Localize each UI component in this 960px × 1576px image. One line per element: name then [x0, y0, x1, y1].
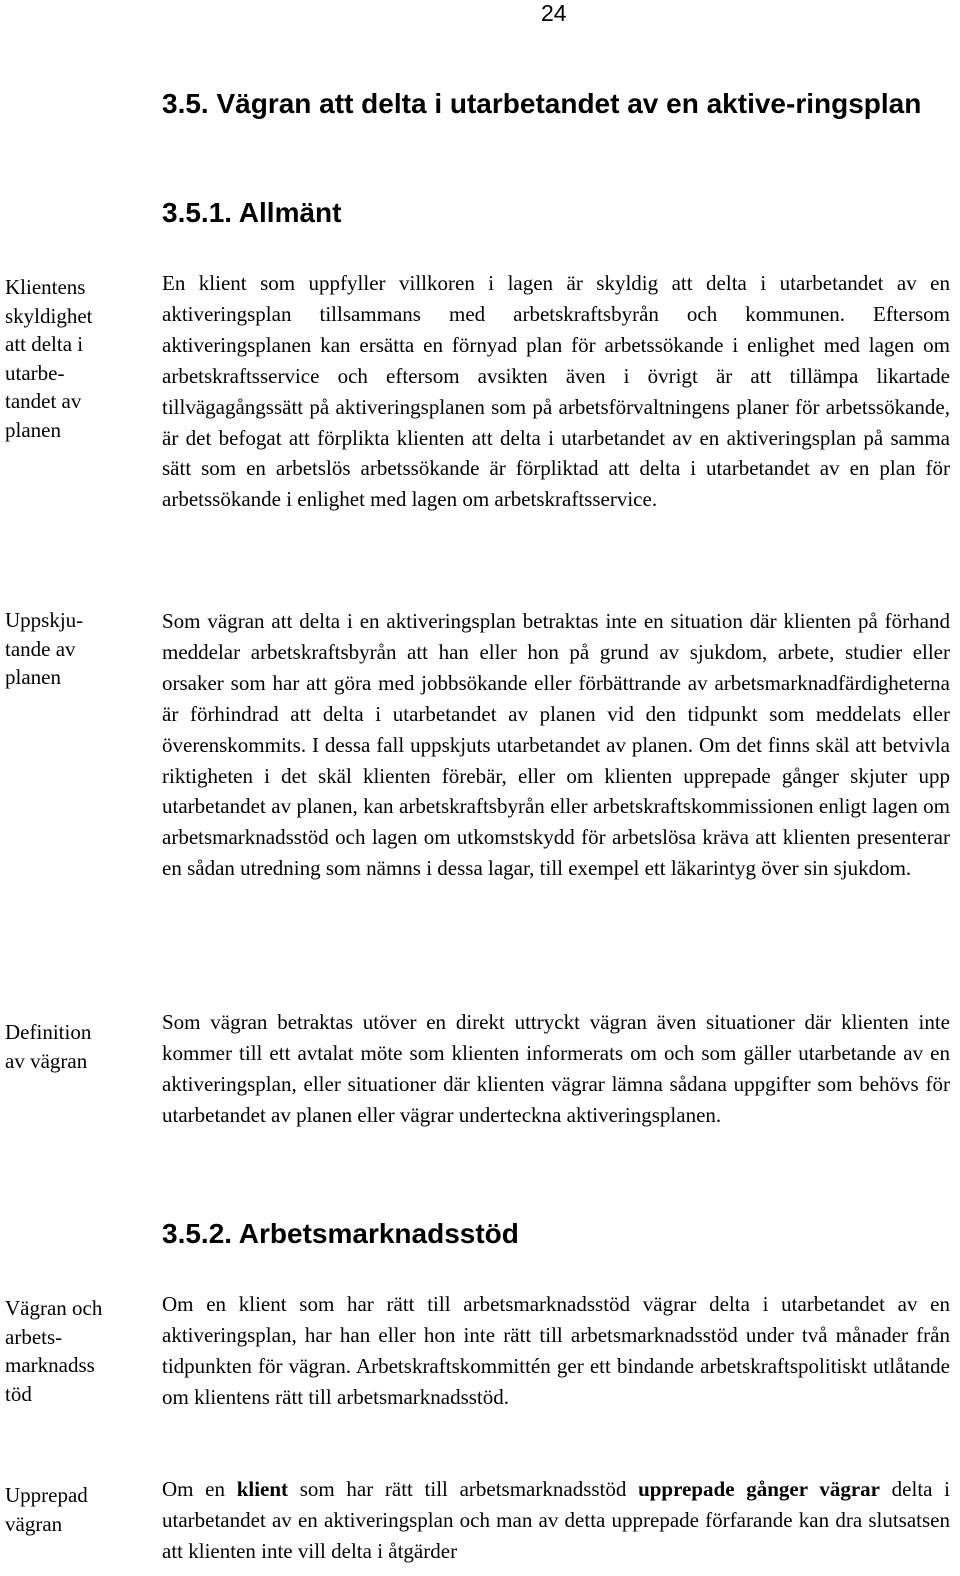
margin-note-postponement: Uppskju- tande av planen: [5, 608, 84, 689]
paragraph-refusal-labour-support: Om en klient som har rätt till arbetsmarknadsstöd vägrar delta i utarbetandet av en aktiveringsplan, har han eller hon inte rätt till arbetsmarknadsstöd under två månader från tidpunkten för vägran. Arbetskraftskommittén ger ett bindande arbetskraftspolitiskt utlåtande om klientens rätt till arbetsmarknadsstöd.: [162, 1292, 950, 1409]
paragraph-postponement: Som vägran att delta i en aktiveringsplan betraktas inte en situation där klienten på förhand meddelar arbetskraftsbyrån att han eller hon på grund av sjukdom, arbete, studier eller orsaker som har att göra med jobbsökande eller förbättrande av arbetsmarknadfärdigheterna är förhindrad att delta i utarbetandet av planen vid den tidpunkt som meddelats eller överenskommits. I dessa fall uppskjuts utarbetandet av planen. Om det finns skäl att betvivla riktigheten i det skäl klienten förebär, eller om klienten upprepade gånger skjuter upp utarbetandet av planen, kan arbetskraftsbyrån eller arbetskraftskommissionen enligt lagen om arbetsmarknadsstöd och lagen om utkomstskydd för arbetslösa kräva att klienten presenterar en sådan utredning som nämns i dessa lagar, till exempel ett läkarintyg över sin sjukdom.: [162, 609, 950, 881]
paragraph-definition: Som vägran betraktas utöver en direkt uttryckt vägran även situationer där klienten inte kommer till ett avtalat möte som klienten informerats om och som gäller utarbetande av en aktiveringsplan, eller situationer där klienten vägrar lämna sådana uppgifter som behövs för utarbetandet av planen eller vägrar underteckna aktiveringsplanen.: [162, 1010, 950, 1127]
margin-note-client-obligation: Klientens skyldighet att delta i utarbe- tandet av planen: [5, 275, 93, 442]
margin-note-refusal-labour-support: Vägran och arbets- marknadss töd: [5, 1296, 103, 1406]
subsection-heading-labour-support: 3.5.2. Arbetsmarknadsstöd: [162, 1218, 519, 1249]
margin-note-definition: Definition av vägran: [5, 1020, 92, 1073]
paragraph-client-obligation: En klient som uppfyller villkoren i lagen är skyldig att delta i utarbetandet av en aktiveringsplan tillsammans med arbetskraftsbyrån och kommunen. Eftersom aktiveringsplanen kan ersätta en förnyad plan för arbetssökande i enlighet med lagen om arbetskraftsservice och eftersom avsikten även i övrigt är att tillämpa likartade tillvägagångssätt på aktiveringsplanen som på arbetsförvaltningens planer för arbetssökande, är det befogat att förplikta klienten att delta i utarbetandet av en aktiveringsplan på samma sätt som en arbetslös arbetssökande är förpliktad att delta i utarbetandet av en plan för arbetssökande i enlighet med lagen om arbetskraftsservice.: [162, 271, 950, 512]
emphasis-client: klient: [236, 1477, 289, 1501]
section-heading: 3.5. Vägran att delta i utarbetandet av en aktive-ringsplan: [162, 88, 922, 119]
subsection-heading-general: 3.5.1. Allmänt: [162, 197, 342, 228]
margin-note-repeated-refusal: Upprepad vägran: [5, 1483, 88, 1536]
paragraph-repeated-refusal: Om en klient som har rätt till arbetsmarknadsstöd upprepade gånger vägrar delta i utarbetandet av en aktiveringsplan och man av detta upprepade förfarande kan dra slutsatsen att klienten inte vill delta i åtgärder: [162, 1477, 951, 1563]
page-number: 24: [541, 0, 567, 26]
emphasis-repeated-refusal: upprepade gånger vägrar: [638, 1477, 880, 1501]
